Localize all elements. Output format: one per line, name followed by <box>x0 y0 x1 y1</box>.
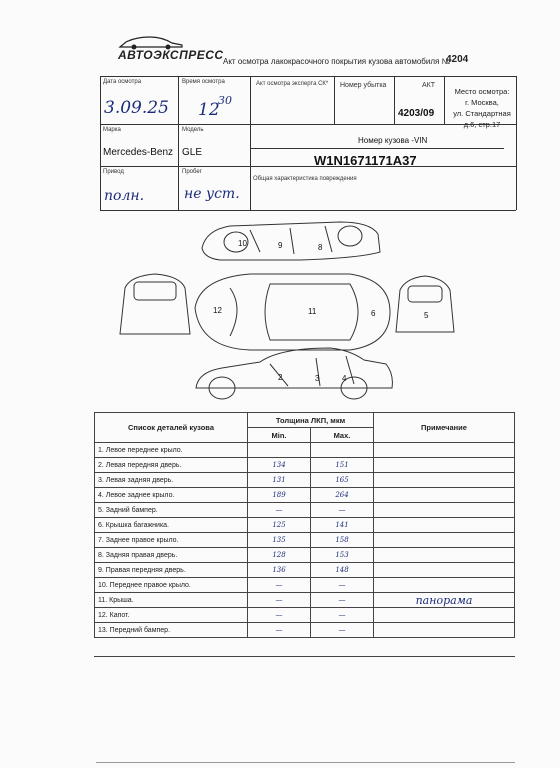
max-value-cell: 264 <box>311 488 374 503</box>
zone-2-label: 2 <box>278 373 283 382</box>
table-row <box>95 473 515 488</box>
table-row <box>95 578 515 593</box>
zone-10-label: 10 <box>238 239 247 248</box>
car-body-diagram <box>110 208 480 418</box>
part-name-cell: 5. Задний бампер. <box>95 503 248 518</box>
date-value: 3.09.25 <box>104 98 169 118</box>
note-cell <box>374 623 515 638</box>
min-value-cell: — <box>248 623 311 638</box>
drive-value: полн. <box>104 188 145 204</box>
table-row <box>95 503 515 518</box>
expert-act-label: Акт осмотра эксперта СК* <box>256 81 329 87</box>
min-value-cell: — <box>248 608 311 623</box>
max-value-cell: — <box>311 623 374 638</box>
part-name-cell: 6. Крышка багажника. <box>95 518 248 533</box>
part-name-cell: 2. Левая передняя дверь. <box>95 458 248 473</box>
bottom-divider <box>94 656 515 657</box>
note-cell <box>374 443 515 458</box>
zone-5-label: 5 <box>424 311 429 320</box>
place-line: ул. Стандартная <box>453 109 511 118</box>
note-cell <box>374 473 515 488</box>
part-name-cell: 11. Крыша. <box>95 593 248 608</box>
table-row <box>95 518 515 533</box>
max-value-cell: 158 <box>311 533 374 548</box>
min-value-cell: 134 <box>248 458 311 473</box>
note-cell <box>374 503 515 518</box>
min-value-cell: 136 <box>248 563 311 578</box>
note-cell <box>374 548 515 563</box>
act-label: АКТ <box>422 82 436 89</box>
table-row <box>95 443 515 458</box>
max-value-cell: — <box>311 593 374 608</box>
zone-11-label: 11 <box>308 307 317 316</box>
time-minutes: 30 <box>218 94 232 107</box>
part-name-cell: 4. Левое заднее крыло. <box>95 488 248 503</box>
vin-label: Номер кузова -VIN <box>358 136 428 145</box>
page-bottom-divider <box>96 762 515 763</box>
part-name-cell: 12. Капот. <box>95 608 248 623</box>
model-label: Модель <box>182 127 204 133</box>
note-cell <box>374 518 515 533</box>
col-note-header: Примечание <box>374 413 515 443</box>
note-cell <box>374 563 515 578</box>
max-value-cell: 148 <box>311 563 374 578</box>
table-row <box>95 488 515 503</box>
drive-label: Привод <box>103 169 124 175</box>
part-name-cell: 13. Передний бампер. <box>95 623 248 638</box>
table-row <box>95 548 515 563</box>
mileage-value: не уст. <box>184 186 240 202</box>
col-thickness-header: Толщина ЛКП, мкм <box>248 413 374 428</box>
table-row <box>95 533 515 548</box>
inspection-place <box>446 86 518 130</box>
note-cell <box>374 488 515 503</box>
max-value-cell: 165 <box>311 473 374 488</box>
time-hour: 12 <box>198 100 220 120</box>
brand-label: Марка <box>103 127 121 133</box>
time-label: Время осмотра <box>182 79 225 85</box>
table-row <box>95 623 515 638</box>
part-name-cell: 8. Задняя правая дверь. <box>95 548 248 563</box>
zone-12-label: 12 <box>213 306 222 315</box>
min-value-cell: 131 <box>248 473 311 488</box>
company-logo: АВТОЭКСПРЕСС <box>118 48 224 62</box>
vin-value: W1N1671171A37 <box>314 153 417 168</box>
col-max-header: Max. <box>311 428 374 443</box>
part-name-cell: 7. Заднее правое крыло. <box>95 533 248 548</box>
min-value-cell: — <box>248 578 311 593</box>
zone-3-label: 3 <box>315 374 320 383</box>
min-value-cell <box>248 443 311 458</box>
parts-thickness-table <box>94 412 515 638</box>
part-name-cell: 1. Левое переднее крыло. <box>95 443 248 458</box>
place-label: Место осмотра: <box>454 87 510 96</box>
table-row <box>95 608 515 623</box>
max-value-cell: — <box>311 578 374 593</box>
place-line: д.6, стр.17 <box>463 120 501 129</box>
max-value-cell: 141 <box>311 518 374 533</box>
place-line: г. Москва, <box>465 98 499 107</box>
zone-9-label: 9 <box>278 241 283 250</box>
max-value-cell <box>311 443 374 458</box>
table-row <box>95 563 515 578</box>
part-name-cell: 9. Правая передняя дверь. <box>95 563 248 578</box>
loss-number-label: Номер убытка <box>340 82 387 89</box>
note-cell <box>374 578 515 593</box>
zone-8-label: 8 <box>318 243 323 252</box>
date-label: Дата осмотра <box>103 79 142 85</box>
inspection-form <box>100 76 516 210</box>
model-value: GLE <box>182 147 203 158</box>
zone-4-label: 4 <box>342 374 347 383</box>
min-value-cell: 189 <box>248 488 311 503</box>
table-row <box>95 593 515 608</box>
min-value-cell: 128 <box>248 548 311 563</box>
part-name-cell: 3. Левая задняя дверь. <box>95 473 248 488</box>
col-parts-header: Список деталей кузова <box>95 413 248 443</box>
note-cell <box>374 608 515 623</box>
min-value-cell: — <box>248 593 311 608</box>
parts-table-body <box>95 443 515 638</box>
max-value-cell: 151 <box>311 458 374 473</box>
brand-value: Mercedes-Benz <box>103 147 174 158</box>
min-value-cell: — <box>248 503 311 518</box>
part-name-cell: 10. Переднее правое крыло. <box>95 578 248 593</box>
max-value-cell: — <box>311 608 374 623</box>
damage-label: Общая характеристика повреждения <box>253 176 357 182</box>
act-value: 4203/09 <box>398 108 435 119</box>
max-value-cell: — <box>311 503 374 518</box>
document-number: 4204 <box>446 54 469 65</box>
document-title: Акт осмотра лакокрасочного покрытия кузова автомобиля № <box>223 57 451 66</box>
mileage-label: Пробег <box>182 169 202 175</box>
table-row <box>95 458 515 473</box>
zone-6-label: 6 <box>371 309 376 318</box>
min-value-cell: 135 <box>248 533 311 548</box>
col-min-header: Min. <box>248 428 311 443</box>
note-cell <box>374 458 515 473</box>
min-value-cell: 125 <box>248 518 311 533</box>
max-value-cell: 153 <box>311 548 374 563</box>
note-cell: панорама <box>374 593 515 608</box>
note-cell <box>374 533 515 548</box>
